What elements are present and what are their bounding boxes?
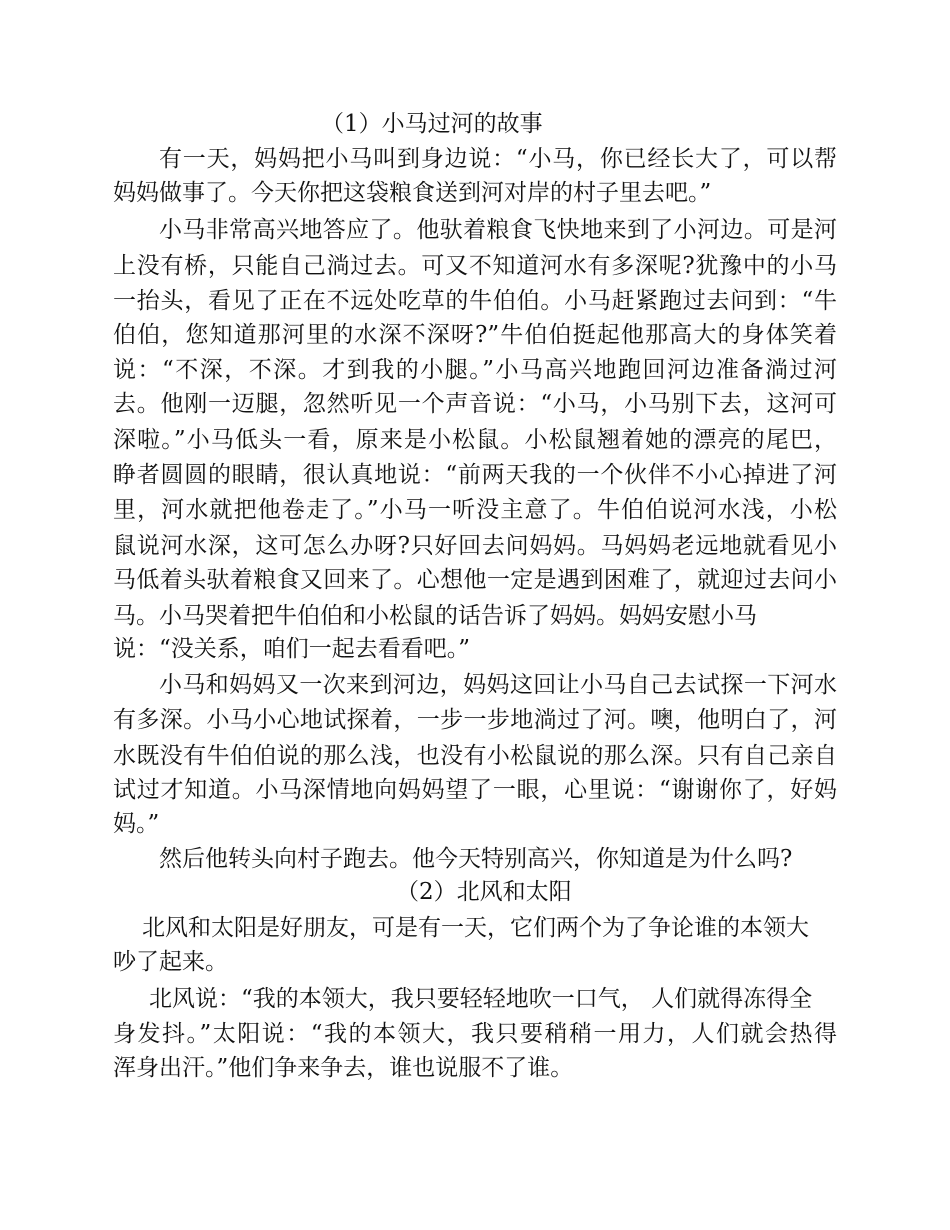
story-1-line-3: 小马非常高兴地答应了。他驮着粮食飞快地来到了小河边。可是河 [159,217,837,243]
story-1-line-17: 有多深。小马小心地试探着，一步一步地淌过了河。噢，他明白了，河 [113,707,837,733]
story-1-line-12: 鼠说河水深，这可怎么办呀?只好回去问妈妈。马妈妈老远地就看见小 [113,533,837,559]
story-1-line-20: 妈。” [113,811,160,837]
story-1-line-16: 小马和妈妈又一次来到河边，妈妈这回让小马自己去试探一下河水 [159,672,837,698]
story-1-line-11: 里，河水就把他卷走了。”小马一听没主意了。牛伯伯说河水浅，小松 [113,497,837,523]
story-1-line-8: 去。他刚一迈腿，忽然听见一个声音说：“小马，小马别下去，这河可 [113,391,837,417]
story-2-line-2: 吵了起来。 [113,949,228,975]
story-1-line-14: 马。小马哭着把牛伯伯和小松鼠的话告诉了妈妈。妈妈安慰小马 [113,603,757,629]
story-2-line-4: 身发抖。”太阳说：“我的本领大，我只要稍稍一用力，人们就会热得 [113,1021,837,1047]
story-1-line-4: 上没有桥，只能自己淌过去。可又不知道河水有多深呢?犹豫中的小马 [113,253,837,279]
story-1-line-2: 妈妈做事了。今天你把这袋粮食送到河对岸的村子里去吧。” [113,180,712,206]
story-1-title: （1）小马过河的故事 [321,111,543,137]
story-1-line-5: 一抬头，看见了正在不远处吃草的牛伯伯。小马赶紧跑过去问到：“牛 [113,288,837,314]
story-1-line-1: 有一天，妈妈把小马叫到身边说：“小马，你已经长大了，可以帮 [159,146,837,172]
story-2-title: （2）北风和太阳 [396,879,572,905]
story-1-line-18: 水既没有牛伯伯说的那么浅，也没有小松鼠说的那么深。只有自己亲自 [113,743,837,769]
story-1-line-9: 深啦。”小马低头一看，原来是小松鼠。小松鼠翘着她的漂亮的尾巴， [113,427,837,453]
story-1-line-19: 试过才知道。小马深情地向妈妈望了一眼，心里说：“谢谢你了，好妈 [113,777,837,803]
story-1-line-21: 然后他转头向村子跑去。他今天特别高兴，你知道是为什么吗? [159,846,793,872]
story-2-line-1: 北风和太阳是好朋友，可是有一天，它们两个为了争论谁的本领大 [142,915,809,941]
story-1-line-7: 说：“不深，不深。才到我的小腿。”小马高兴地跑回河边准备淌过河 [113,357,837,383]
story-1-line-10: 睁者圆圆的眼睛，很认真地说：“前两天我的一个伙伴不小心掉进了河 [113,462,837,488]
story-2-line-3: 北风说：“我的本领大，我只要轻轻地吹一口气， 人们就得冻得全 [149,986,813,1012]
story-2-line-5: 浑身出汗。”他们争来争去，谁也说服不了谁。 [113,1055,574,1081]
story-1-line-6: 伯伯，您知道那河里的水深不深呀?”牛伯伯挺起他那高大的身体笑着 [113,322,837,348]
story-1-line-15: 说：“没关系，咱们一起去看看吧。” [113,636,471,662]
story-1-line-13: 马低着头驮着粮食又回来了。心想他一定是遇到困难了，就迎过去问小 [113,567,837,593]
